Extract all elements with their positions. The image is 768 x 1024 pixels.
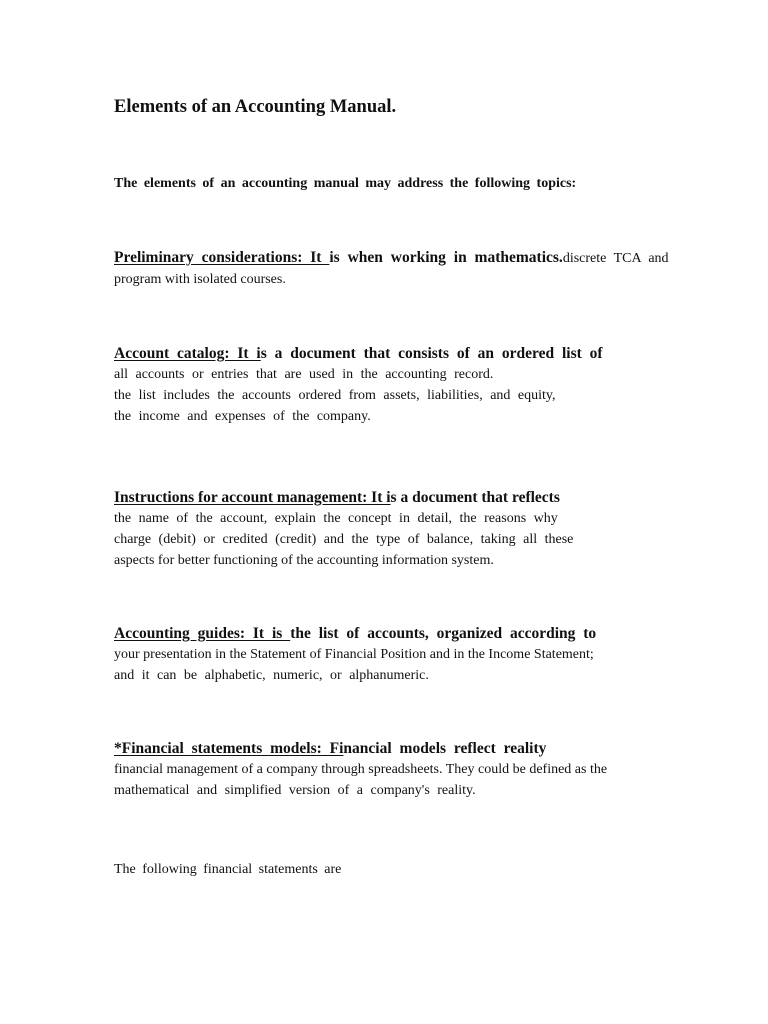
section-account-catalog <box>114 344 702 427</box>
section-line: mathematical and simplified version of a company's reality. <box>114 783 476 798</box>
section-lead <box>114 344 702 364</box>
section-lead <box>114 248 702 269</box>
section-lead <box>114 739 702 759</box>
closing-line: The following financial statements are <box>114 862 342 877</box>
section-line: program with isolated courses. <box>114 272 286 287</box>
section-account-management-instructions <box>114 488 702 571</box>
section-preliminary-considerations <box>114 248 702 290</box>
intro-paragraph: The elements of an accounting manual may address the following topics: <box>114 176 577 191</box>
section-line: financial management of a company through spreadsheets. They could be defined as the <box>114 762 608 777</box>
section-line: the income and expenses of the company. <box>114 409 371 424</box>
section-line: and it can be alphabetic, numeric, or alphanumeric. <box>114 668 429 683</box>
section-lead-text: nancial models reflect reality <box>343 740 547 757</box>
section-line: the list includes the accounts ordered from assets, liabilities, and equity, <box>114 388 556 403</box>
page-title: Elements of an Accounting Manual. <box>114 97 397 117</box>
section-financial-statements-models <box>114 739 702 801</box>
section-lead-continuation: discrete TCA and <box>562 251 669 266</box>
section-heading: Accounting guides: It is <box>114 625 291 642</box>
section-line: aspects for better functioning of the accounting information system. <box>114 553 494 568</box>
section-line: the name of the account, explain the concept in detail, the reasons why <box>114 511 558 526</box>
section-lead-text: the list of accounts, organized according to <box>290 625 597 642</box>
section-accounting-guides <box>114 624 702 686</box>
section-heading: Preliminary considerations: It <box>114 249 330 266</box>
section-line: all accounts or entries that are used in the accounting record. <box>114 367 494 382</box>
section-lead-text: is when working in mathematics. <box>329 249 563 266</box>
section-lead <box>114 624 702 644</box>
section-lead-text: s a document that reflects <box>390 489 560 506</box>
section-heading: *Financial statements models: Fi <box>114 740 344 757</box>
section-line: your presentation in the Statement of Financial Position and in the Income Statement; <box>114 647 594 662</box>
section-heading: Instructions for account management: It i <box>114 489 391 506</box>
section-heading: Account catalog: It i <box>114 345 261 362</box>
section-lead <box>114 488 702 508</box>
section-line: charge (debit) or credited (credit) and the type of balance, taking all these <box>114 532 574 547</box>
section-lead-text: s a document that consists of an ordered list of <box>260 345 603 362</box>
